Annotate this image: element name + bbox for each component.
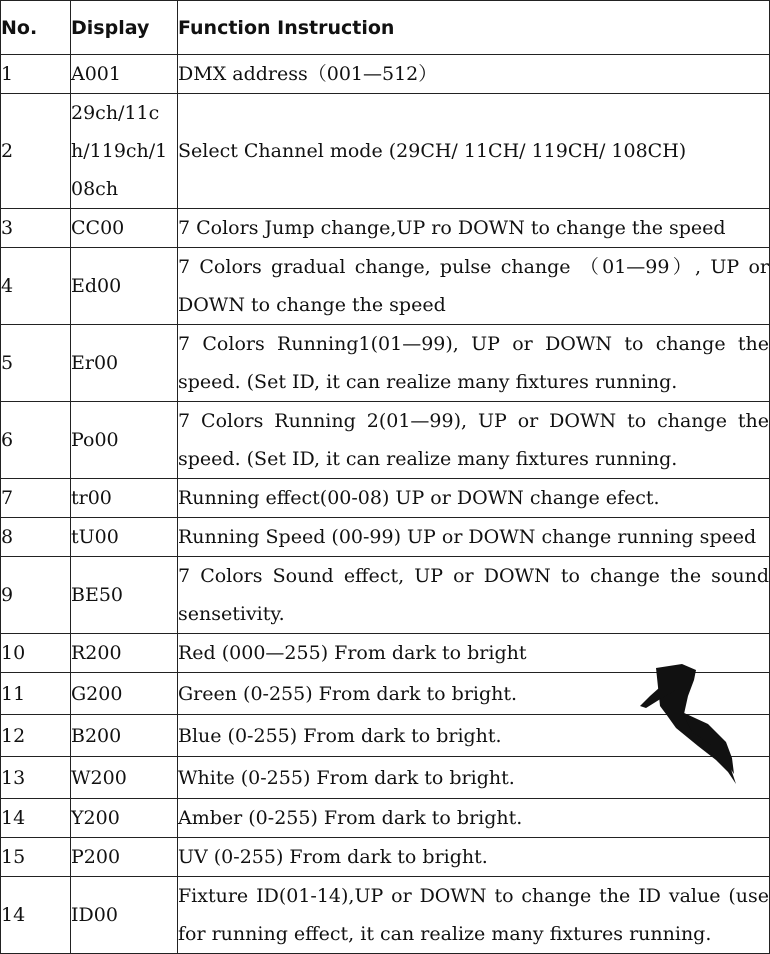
row-number: 5: [1, 325, 71, 402]
row-display-code: B200: [71, 715, 178, 757]
table-row: [1, 402, 770, 479]
row-display-code: Y200: [71, 799, 178, 838]
row-function: Green (0-255) From dark to bright.: [178, 673, 770, 715]
row-display-code: R200: [71, 634, 178, 673]
row-function: White (0-255) From dark to bright.: [178, 757, 770, 799]
row-function: 7 Colors Sound effect, UP or DOWN to change the sound sensetivity.: [178, 557, 770, 634]
header-no: No.: [1, 1, 71, 55]
row-display-code: Po00: [71, 402, 178, 479]
row-number: 14: [1, 877, 71, 954]
table-row: [1, 55, 770, 94]
table-row: [1, 877, 770, 954]
row-number: 3: [1, 209, 71, 248]
table-row: [1, 325, 770, 402]
row-number: 6: [1, 402, 71, 479]
row-display-code: W200: [71, 757, 178, 799]
row-function: UV (0-255) From dark to bright.: [178, 838, 770, 877]
row-number: 11: [1, 673, 71, 715]
row-number: 1: [1, 55, 71, 94]
row-number: 14: [1, 799, 71, 838]
row-number: 8: [1, 518, 71, 557]
row-display-code: CC00: [71, 209, 178, 248]
table-row: [1, 94, 770, 209]
row-function: Fixture ID(01-14),UP or DOWN to change the ID value (use for running effect, it can realize many fixtures running.: [178, 877, 770, 954]
table-row: [1, 557, 770, 634]
table-row: [1, 248, 770, 325]
row-number: 4: [1, 248, 71, 325]
table-row: [1, 518, 770, 557]
row-display-code: G200: [71, 673, 178, 715]
row-function: 7 Colors gradual change, pulse change （01—99）, UP or DOWN to change the speed: [178, 248, 770, 325]
header-display: Display: [71, 1, 178, 55]
row-number: 10: [1, 634, 71, 673]
row-function: Running Speed (00-99) UP or DOWN change running speed: [178, 518, 770, 557]
row-function: 7 Colors Running 2(01—99), UP or DOWN to change the speed. (Set ID, it can realize many fixtures running.: [178, 402, 770, 479]
row-display-code: BE50: [71, 557, 178, 634]
row-number: 13: [1, 757, 71, 799]
row-display-code: tU00: [71, 518, 178, 557]
row-display-code: tr00: [71, 479, 178, 518]
row-display-code: Ed00: [71, 248, 178, 325]
table-row: [1, 479, 770, 518]
row-function: Running effect(00-08) UP or DOWN change efect.: [178, 479, 770, 518]
table-row: [1, 838, 770, 877]
row-function: Select Channel mode (29CH/ 11CH/ 119CH/ 108CH): [178, 94, 770, 209]
row-function: 7 Colors Jump change,UP ro DOWN to change the speed: [178, 209, 770, 248]
row-number: 15: [1, 838, 71, 877]
table-row: [1, 799, 770, 838]
header-function: Function Instruction: [178, 1, 770, 55]
row-display-code: ID00: [71, 877, 178, 954]
row-number: 7: [1, 479, 71, 518]
row-display-code: P200: [71, 838, 178, 877]
row-number: 9: [1, 557, 71, 634]
row-display-code: 29ch/11ch/119ch/108ch: [71, 94, 178, 209]
row-function: Blue (0-255) From dark to bright.: [178, 715, 770, 757]
legs-silhouette-icon: [638, 662, 750, 784]
table-row: [1, 209, 770, 248]
row-function: Amber (0-255) From dark to bright.: [178, 799, 770, 838]
row-number: 12: [1, 715, 71, 757]
row-function: 7 Colors Running1(01—99), UP or DOWN to change the speed. (Set ID, it can realize many fixtures running.: [178, 325, 770, 402]
row-function: Red (000—255) From dark to bright: [178, 634, 770, 673]
table-header-row: [1, 1, 770, 55]
row-function: DMX address（001—512）: [178, 55, 770, 94]
row-number: 2: [1, 94, 71, 209]
row-display-code: Er00: [71, 325, 178, 402]
row-display-code: A001: [71, 55, 178, 94]
